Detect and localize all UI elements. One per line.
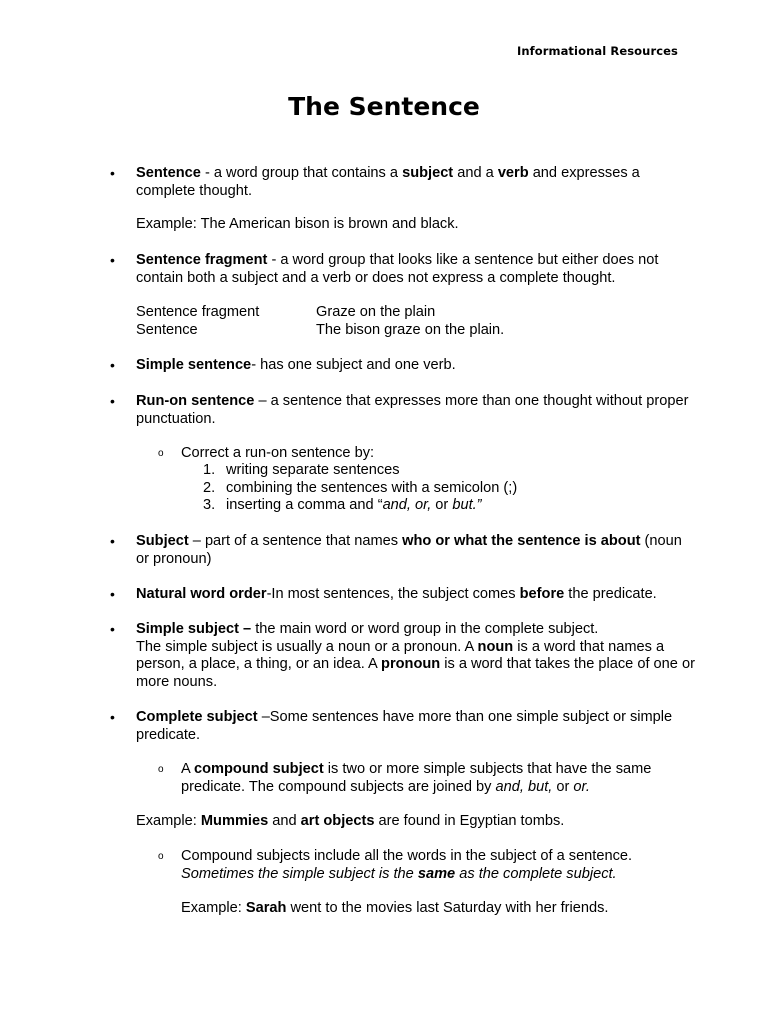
term: Subject: [136, 533, 189, 549]
text: is two or more simple subjects that have the same predicate. The compound subjects are joined by: [181, 761, 652, 795]
text: Example:: [181, 900, 246, 916]
term: Run-on sentence: [136, 393, 255, 409]
bullet: •: [110, 709, 115, 725]
text: and, but,: [495, 778, 553, 795]
text: before: [519, 586, 565, 602]
row-label: Sentence: [136, 321, 198, 338]
definition-run-on: [136, 393, 696, 428]
text: Example:: [136, 813, 201, 829]
text: – a sentence that expresses more than one thought without proper punctuation.: [136, 393, 689, 427]
text: and expresses a complete thought.: [136, 165, 640, 199]
row-value: Graze on the plain: [316, 304, 436, 320]
example: [181, 900, 691, 918]
text: and a: [453, 165, 498, 181]
text: Sarah: [245, 900, 287, 916]
list-item: [226, 497, 482, 515]
text: as the complete subject.: [455, 865, 617, 882]
text: and: [268, 813, 301, 829]
text: The simple subject is usually a noun or a pronoun. A: [136, 638, 478, 655]
bullet: •: [110, 165, 115, 181]
bullet: •: [110, 393, 115, 409]
text: but.”: [452, 497, 482, 514]
text: went to the movies last Saturday with her friends.: [286, 900, 609, 916]
text: verb: [497, 165, 529, 181]
compound-subject-note: [181, 761, 691, 796]
text: Compound subjects include all the words in the subject of a sentence.: [181, 848, 633, 864]
text: - a word group that looks like a sentence but either does not contain both a subject and a verb or does not express a complete thought.: [136, 252, 659, 286]
text: is a word that takes the place of one or more nouns.: [136, 656, 695, 690]
comparison-row: [136, 304, 696, 322]
text: –Some sentences have more than one simple subject or simple predicate.: [136, 709, 673, 743]
text: (noun or pronoun): [136, 533, 682, 567]
bullet: •: [110, 621, 115, 637]
text: the main word or word group in the complete subject.: [251, 621, 599, 637]
text: the predicate.: [564, 586, 657, 602]
sub-heading: Correct a run-on sentence by:: [181, 445, 375, 461]
term: Sentence fragment: [136, 252, 268, 268]
term: Simple subject –: [136, 621, 252, 637]
sub-bullet: o: [158, 851, 164, 862]
list-number: 1.: [203, 462, 216, 478]
text: pronoun: [381, 656, 441, 673]
text: and, or,: [382, 497, 432, 514]
row-value: The bison graze on the plain.: [316, 321, 505, 338]
text: inserting a comma and “: [226, 497, 383, 514]
text: same: [417, 865, 456, 882]
page-title: The Sentence: [288, 92, 480, 121]
bullet: •: [110, 586, 115, 602]
text: or: [431, 497, 453, 514]
text: Mummies: [200, 813, 269, 829]
text: is a word that names a person, a place, a thing, or an idea. A: [136, 638, 665, 673]
text: Sometimes the simple subject is the: [181, 865, 418, 882]
definition-simple-sentence: [136, 357, 696, 375]
bullet: •: [110, 357, 115, 373]
text: A: [181, 761, 194, 777]
term: Complete subject: [136, 709, 258, 725]
term: Natural word order: [136, 586, 267, 602]
running-header: Informational Resources: [516, 44, 678, 58]
text: noun: [477, 638, 514, 655]
text: subject: [402, 165, 454, 181]
text: compound subject: [193, 761, 324, 777]
list-item: writing separate sentences: [226, 462, 400, 478]
text: - a word group that contains a: [200, 165, 403, 181]
list-number: 2.: [203, 479, 216, 496]
definition-sentence: [136, 165, 696, 200]
term: Simple sentence: [136, 357, 252, 373]
text: - has one subject and one verb.: [251, 357, 456, 373]
bullet: •: [110, 533, 115, 549]
sub-bullet: o: [158, 764, 164, 775]
term: Sentence: [136, 165, 201, 181]
list-number: 3.: [203, 497, 216, 514]
text: art objects: [300, 813, 375, 829]
text: – part of a sentence that names: [188, 533, 403, 549]
compound-subject-detail: [181, 848, 691, 883]
example: Example: The American bison is brown and black.: [136, 216, 459, 232]
sub-bullet: o: [158, 448, 164, 459]
text: -In most sentences, the subject comes: [266, 586, 520, 602]
definition-natural-word-order: [136, 586, 696, 604]
definition-fragment: [136, 252, 696, 287]
definition-complete-subject: [136, 709, 696, 744]
definition-simple-subject: [136, 621, 696, 691]
comparison-row: [136, 322, 696, 340]
bullet: •: [110, 252, 115, 268]
text: or.: [573, 778, 590, 795]
list-item: combining the sentences with a semicolon (;): [226, 479, 518, 496]
text: or: [552, 778, 574, 795]
definition-subject: [136, 533, 696, 568]
text: are found in Egyptian tombs.: [374, 813, 565, 829]
text: who or what the sentence is about: [402, 533, 641, 549]
example: [136, 813, 696, 831]
row-label: Sentence fragment: [136, 304, 260, 320]
